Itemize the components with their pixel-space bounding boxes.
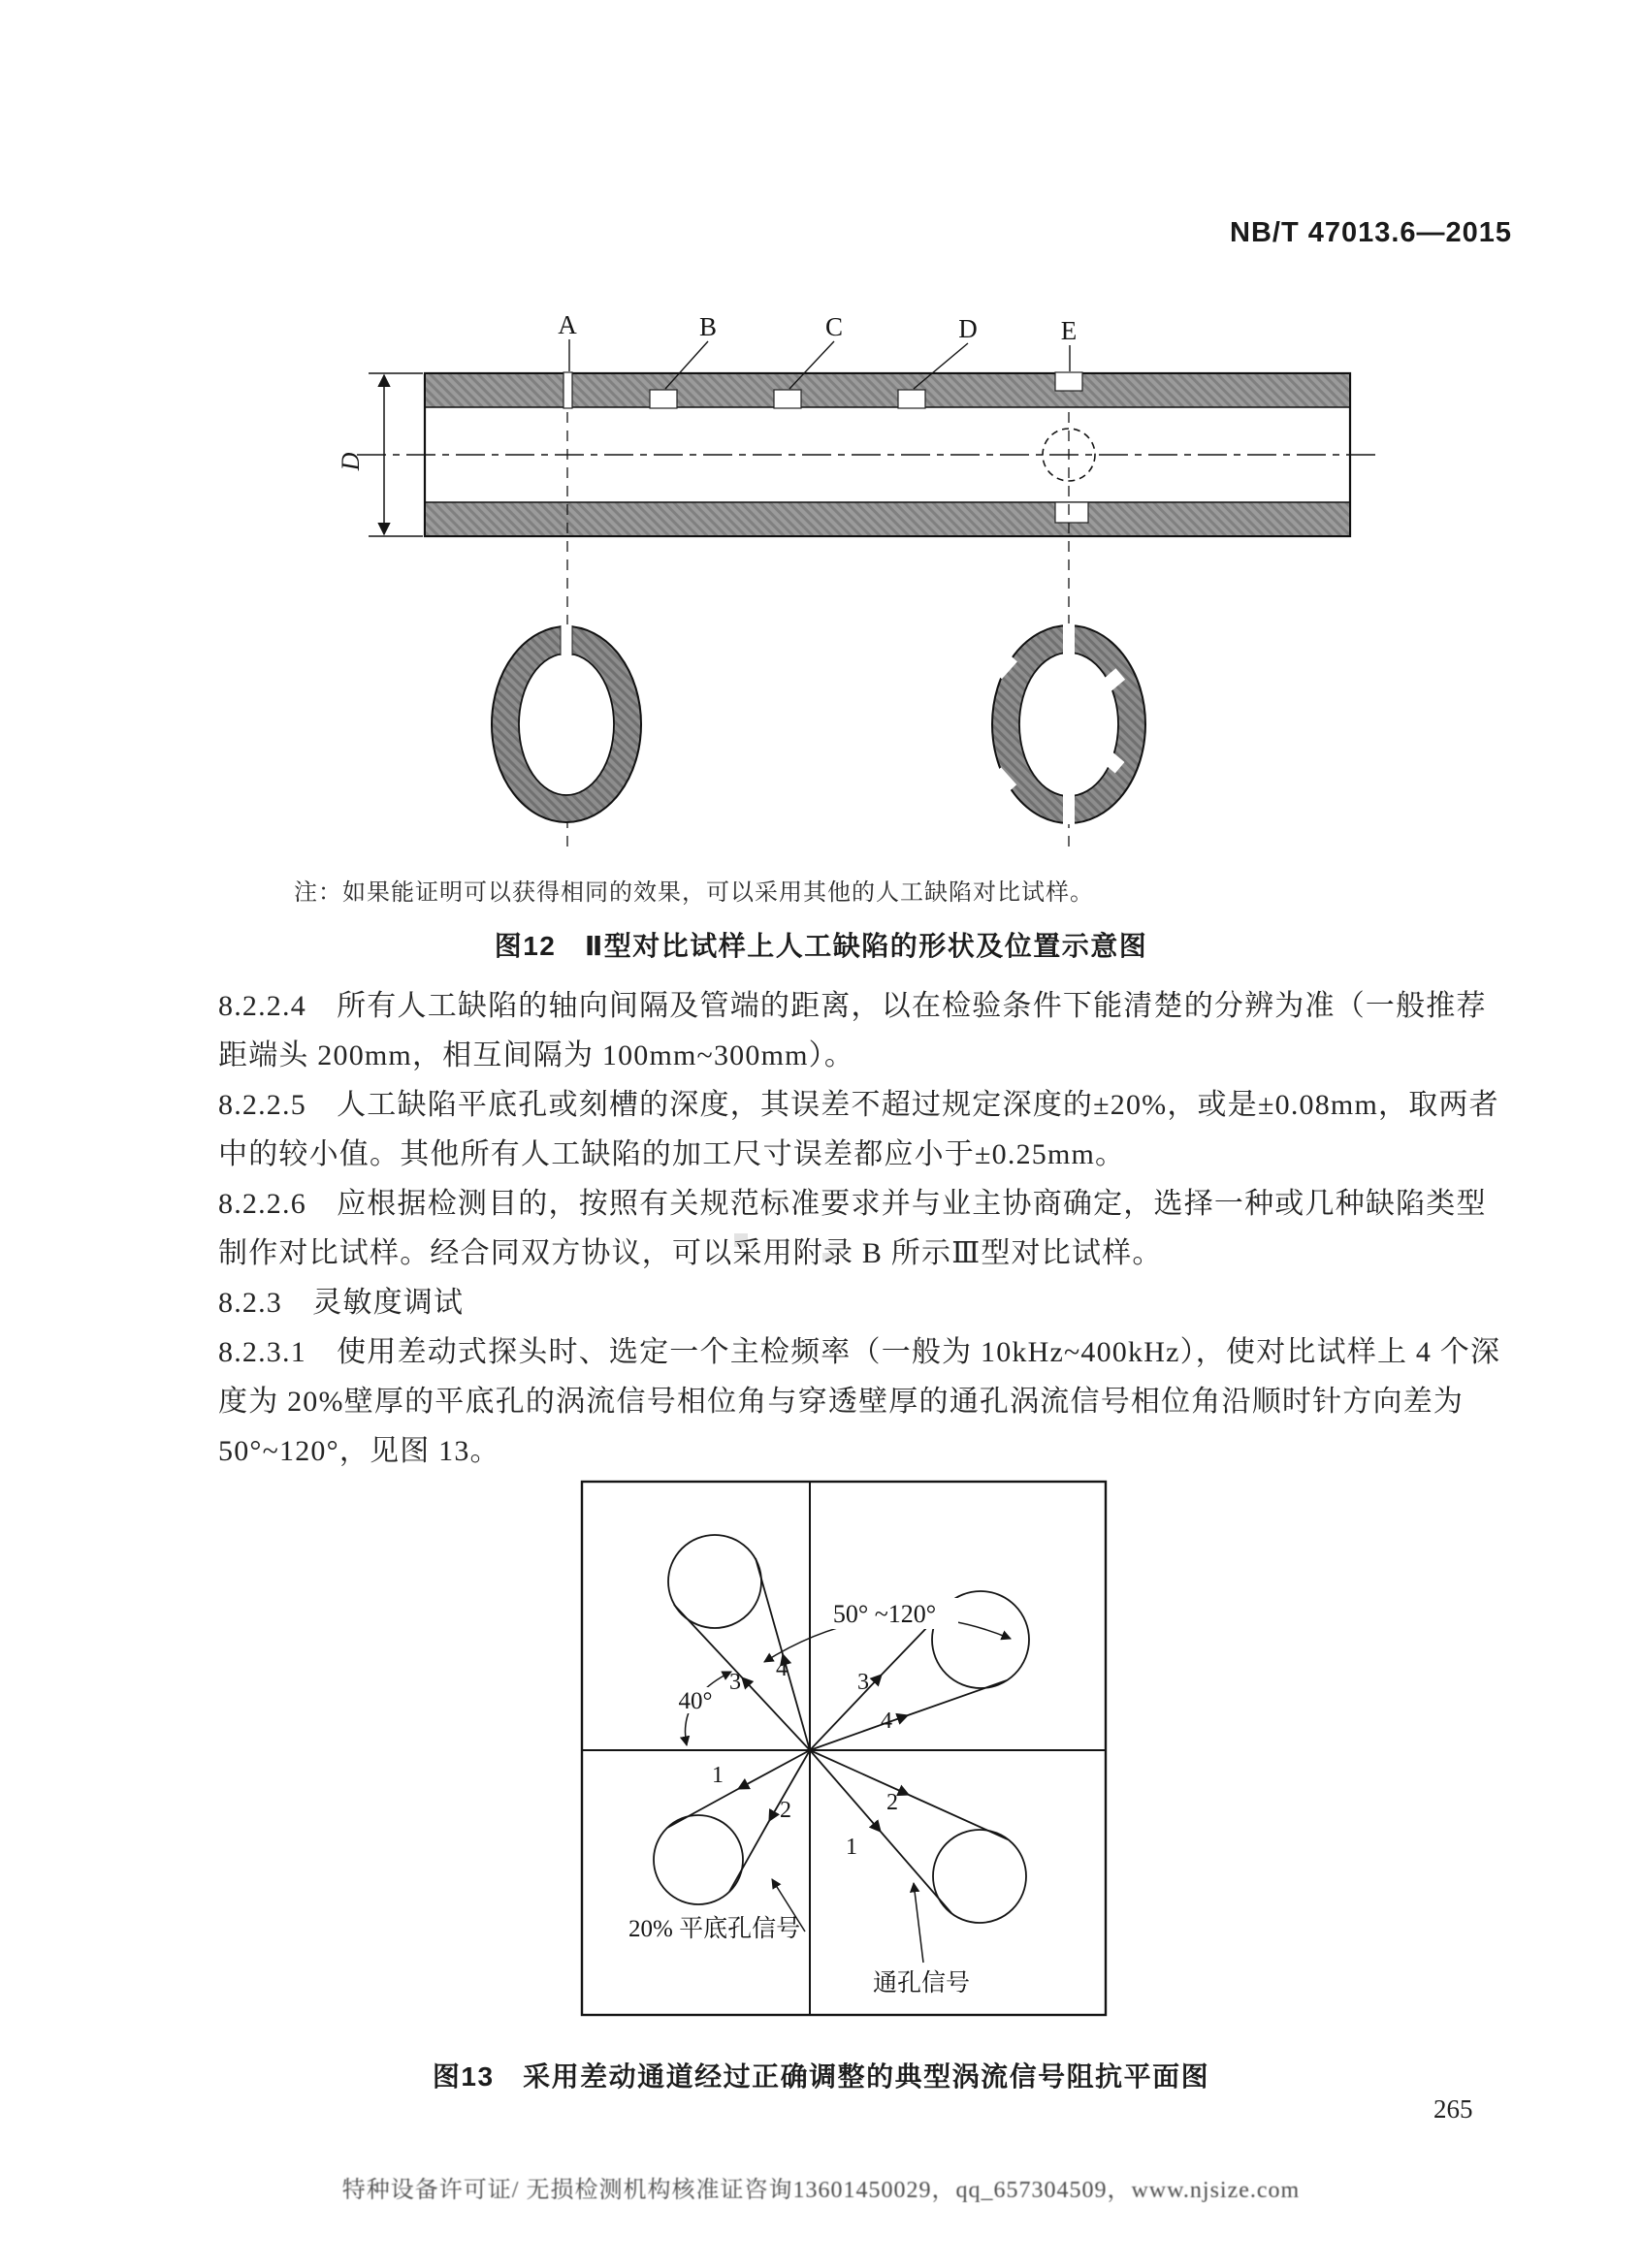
figure12-note: 注：如果能证明可以获得相同的效果，可以采用其他的人工缺陷对比试样。 [294, 880, 1094, 906]
label-a: A [558, 310, 577, 339]
para-8226-line2: 制作对比试样。经合同双方协议，可以采用附录 B 所示Ⅲ型对比试样。 [218, 1237, 1163, 1269]
tube-bottom-wall [426, 502, 1349, 535]
label-e: E [1060, 316, 1078, 345]
lobe-num-ur-inner: 3 [857, 1670, 869, 1695]
page-number: 265 [1433, 2094, 1473, 2124]
bottom-wall-notch [1055, 502, 1088, 523]
lobe-num-lr-inner: 2 [886, 1790, 898, 1815]
dim-label-d: D [337, 452, 365, 471]
para-8224-line2: 距端头 200mm，相互间隔为 100mm~300mm）。 [218, 1039, 855, 1071]
lobe-num-ul-inner: 3 [729, 1670, 741, 1695]
lobe-num-ul-outer: 4 [776, 1656, 788, 1681]
heading-823: 8.2.3 灵敏度调试 [218, 1287, 465, 1319]
ring-section-left [492, 624, 641, 822]
figure12-tube-diagram [330, 291, 1406, 873]
lobe-num-lr-outer: 1 [846, 1835, 857, 1860]
label-b: B [698, 312, 718, 341]
lobe-num-ur-outer: 4 [881, 1709, 892, 1734]
fbh-signal-label: 20% 平底孔信号 [628, 1916, 801, 1942]
angle-40-label: 40° [678, 1688, 713, 1714]
label-d: D [958, 314, 978, 343]
figure12-caption: 图12 Ⅱ型对比试样上人工缺陷的形状及位置示意图 [494, 931, 1148, 961]
para-8231-line1: 8.2.3.1 使用差动式探头时、选定一个主检频率（一般为 10kHz~400kHz），使对比试样上 4 个深 [218, 1336, 1501, 1368]
ring-right-bottom-slot [1063, 791, 1075, 824]
para-8224-line1: 8.2.2.4 所有人工缺陷的轴向间隔及管端的距离，以在检验条件下能清楚的分辨为准（一般推荐 [218, 990, 1487, 1022]
defect-a-slot [563, 372, 572, 408]
defect-e-notch [1055, 372, 1082, 391]
lobe-num-ll-outer: 1 [712, 1763, 724, 1788]
lobe-num-ll-inner: 2 [780, 1798, 791, 1823]
tube-longitudinal-section [357, 372, 1381, 536]
para-8225-line1: 8.2.2.5 人工缺陷平底孔或刻槽的深度，其误差不超过规定深度的±20%，或是±0.08mm，取两者 [218, 1089, 1499, 1121]
defect-labels [558, 310, 1077, 345]
through-hole-signal-label: 通孔信号 [873, 1970, 971, 1996]
ring-section-right [990, 623, 1145, 824]
defect-d-notch [898, 390, 925, 408]
footer-watermark: 特种设备许可证/ 无损检测机构核准证咨询13601450029，qq_657304509，www.njsize.com [341, 2178, 1301, 2203]
standard-number-header: NB/T 47013.6—2015 [1230, 217, 1513, 248]
figure13-impedance-plane [572, 1474, 1115, 2036]
defect-c-notch [774, 390, 801, 408]
para-8231-line2: 度为 20%壁厚的平底孔的涡流信号相位角与穿透壁厚的通孔涡流信号相位角沿顺时针方向差为 [218, 1386, 1465, 1418]
ring-right-top-slot [1063, 623, 1075, 656]
para-8225-line2: 中的较小值。其他所有人工缺陷的加工尺寸误差都应小于±0.25mm。 [218, 1138, 1126, 1170]
label-c: C [824, 312, 844, 341]
ring-left-top-slot [561, 624, 572, 656]
para-8226-line1: 8.2.2.6 应根据检测目的，按照有关规范标准要求并与业主协商确定，选择一种或几种缺陷类型 [218, 1188, 1487, 1220]
figure13-caption: 图13 采用差动通道经过正确调整的典型涡流信号阻抗平面图 [432, 2061, 1210, 2092]
angle-range-label: 50° ~120° [832, 1600, 937, 1628]
defect-b-notch [650, 390, 677, 408]
para-8231-line3: 50°~120°，见图 13。 [218, 1435, 500, 1467]
